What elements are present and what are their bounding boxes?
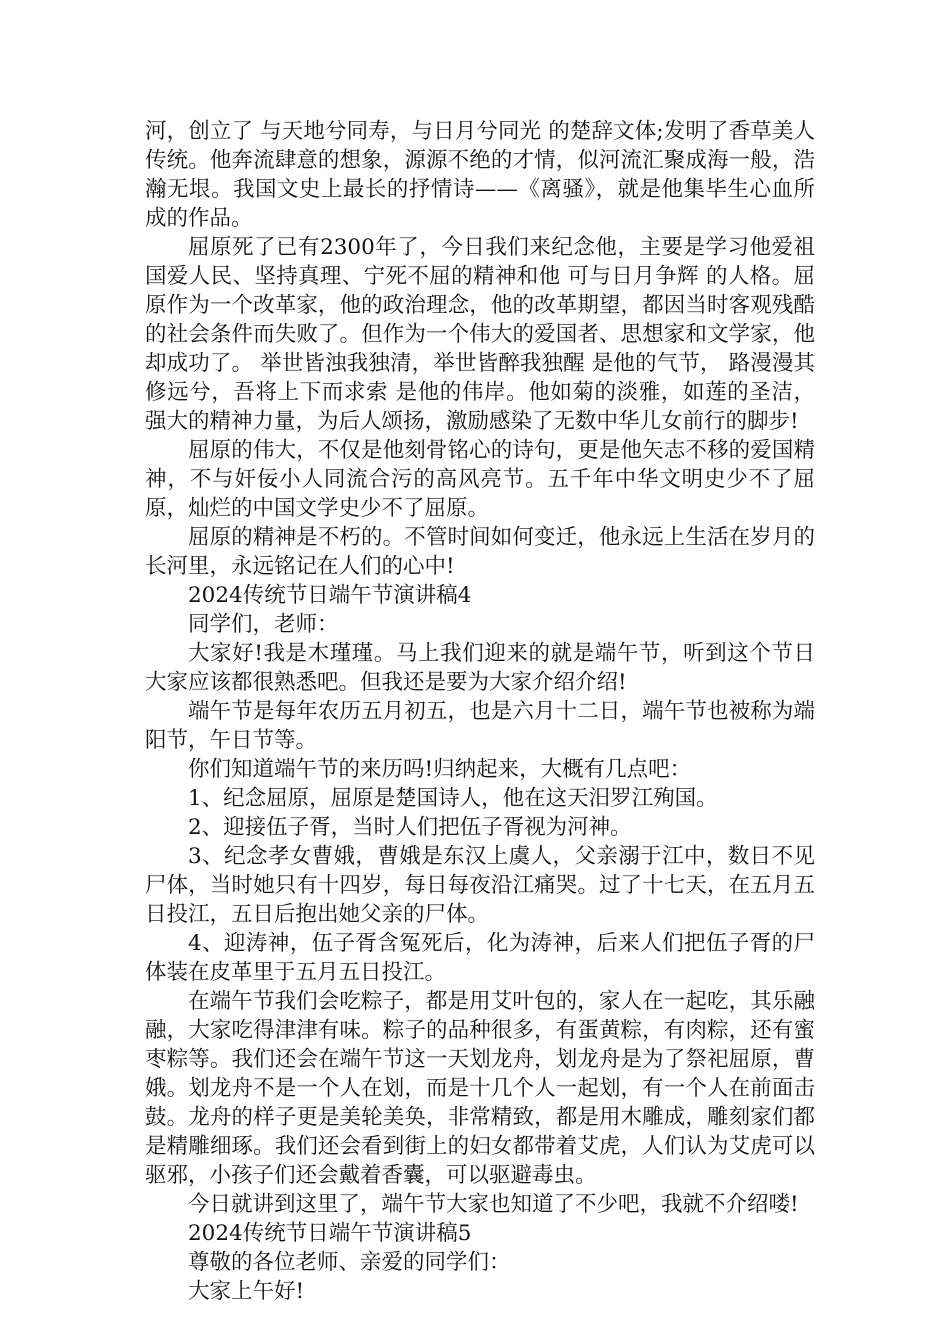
list-item-3: 3、纪念孝女曹娥，曹娥是东汉上虞人，父亲溺于江中，数日不见尸体，当时她只有十四岁，每日每夜沿江痛哭。过了十七天，在五月五日投江，五日后抱出她父亲的尸体。 xyxy=(145,844,815,927)
paragraph-2: 屈原死了已有2300年了，今日我们来纪念他，主要是学习他爱祖国爱人民、坚持真理、宁死不屈的精神和他 可与日月争辉 的人格。屈原作为一个改革家，他的政治理念，他的改革期望，都因当时客观残酷的社会条件而失败了。但作为一个伟大的爱国者、思想家和文学家，他却成功了。 举世皆浊我独清，举世皆醉我独醒 是他的气节， 路漫漫其修远兮，吾将上下而求索 是他的伟岸。他如菊的淡雅，如莲的圣洁，强大的精神力量，为后人颂扬，激励感染了无数中华儿女前行的脚步! xyxy=(145,235,815,434)
speech-4-title: 2024传统节日端午节演讲稿4 xyxy=(188,583,472,608)
list-item-1: 1、纪念屈原，屈原是楚国诗人，他在这天汨罗江殉国。 xyxy=(188,786,718,811)
paragraph-7: 大家好!我是木瑾瑾。马上我们迎来的就是端午节，听到这个节日大家应该都很熟悉吧。但我还是要为大家介绍介绍! xyxy=(145,641,815,695)
paragraph-9: 你们知道端午节的来历吗!归纳起来，大概有几点吧： xyxy=(188,757,692,782)
paragraph-15: 今日就讲到这里了，端午节大家也知道了不少吧，我就不介绍喽! xyxy=(188,1192,799,1217)
paragraph-8: 端午节是每年农历五月初五，也是六月十二日，端午节也被称为端阳节，午日节等。 xyxy=(145,699,815,753)
paragraph-1: 河，创立了 与天地兮同寿，与日月兮同光 的楚辞文体;发明了香草美人传统。他奔流肆意的想象，源源不绝的才情，似河流汇聚成海一般，浩瀚无垠。我国文史上最长的抒情诗——《离骚》，就是他集毕生心血所成的作品。 xyxy=(145,119,815,231)
paragraph-14: 在端午节我们会吃粽子，都是用艾叶包的，家人在一起吃，其乐融融，大家吃得津津有味。粽子的品种很多，有蛋黄粽，有肉粽，还有蜜枣粽等。我们还会在端午节这一天划龙舟，划龙舟是为了祭祀屈原，曹娥。划龙舟不是一个人在划，而是十几个人一起划，有一个人在前面击鼓。龙舟的样子更是美轮美奂，非常精致，都是用木雕成，雕刻家们都是精雕细琢。我们还会看到街上的妇女都带着艾虎，人们认为艾虎可以驱邪，小孩子们还会戴着香囊，可以驱避毒虫。 xyxy=(145,989,815,1188)
speech-4-salutation: 同学们，老师： xyxy=(188,612,339,637)
paragraph-4: 屈原的精神是不朽的。不管时间如何变迁，他永远上生活在岁月的 长河里，永远铭记在人们的心中! xyxy=(145,525,815,579)
list-item-2: 2、迎接伍子胥，当时人们把伍子胥视为河神。 xyxy=(188,815,632,840)
speech-5-title: 2024传统节日端午节演讲稿5 xyxy=(188,1221,472,1246)
speech-5-greeting: 大家上午好! xyxy=(188,1279,305,1304)
paragraph-3: 屈原的伟大，不仅是他刻骨铭心的诗句，更是他矢志不移的爱国精神，不与奸佞小人同流合污的高风亮节。五千年中华文明史少不了屈原，灿烂的中国文学史少不了屈原。 xyxy=(145,438,815,521)
list-item-4: 4、迎涛神，伍子胥含冤死后，化为涛神，后来人们把伍子胥的尸体装在皮革里于五月五日投江。 xyxy=(145,931,815,985)
speech-5-salutation: 尊敬的各位老师、亲爱的同学们： xyxy=(188,1250,511,1275)
document-body xyxy=(145,117,815,1306)
